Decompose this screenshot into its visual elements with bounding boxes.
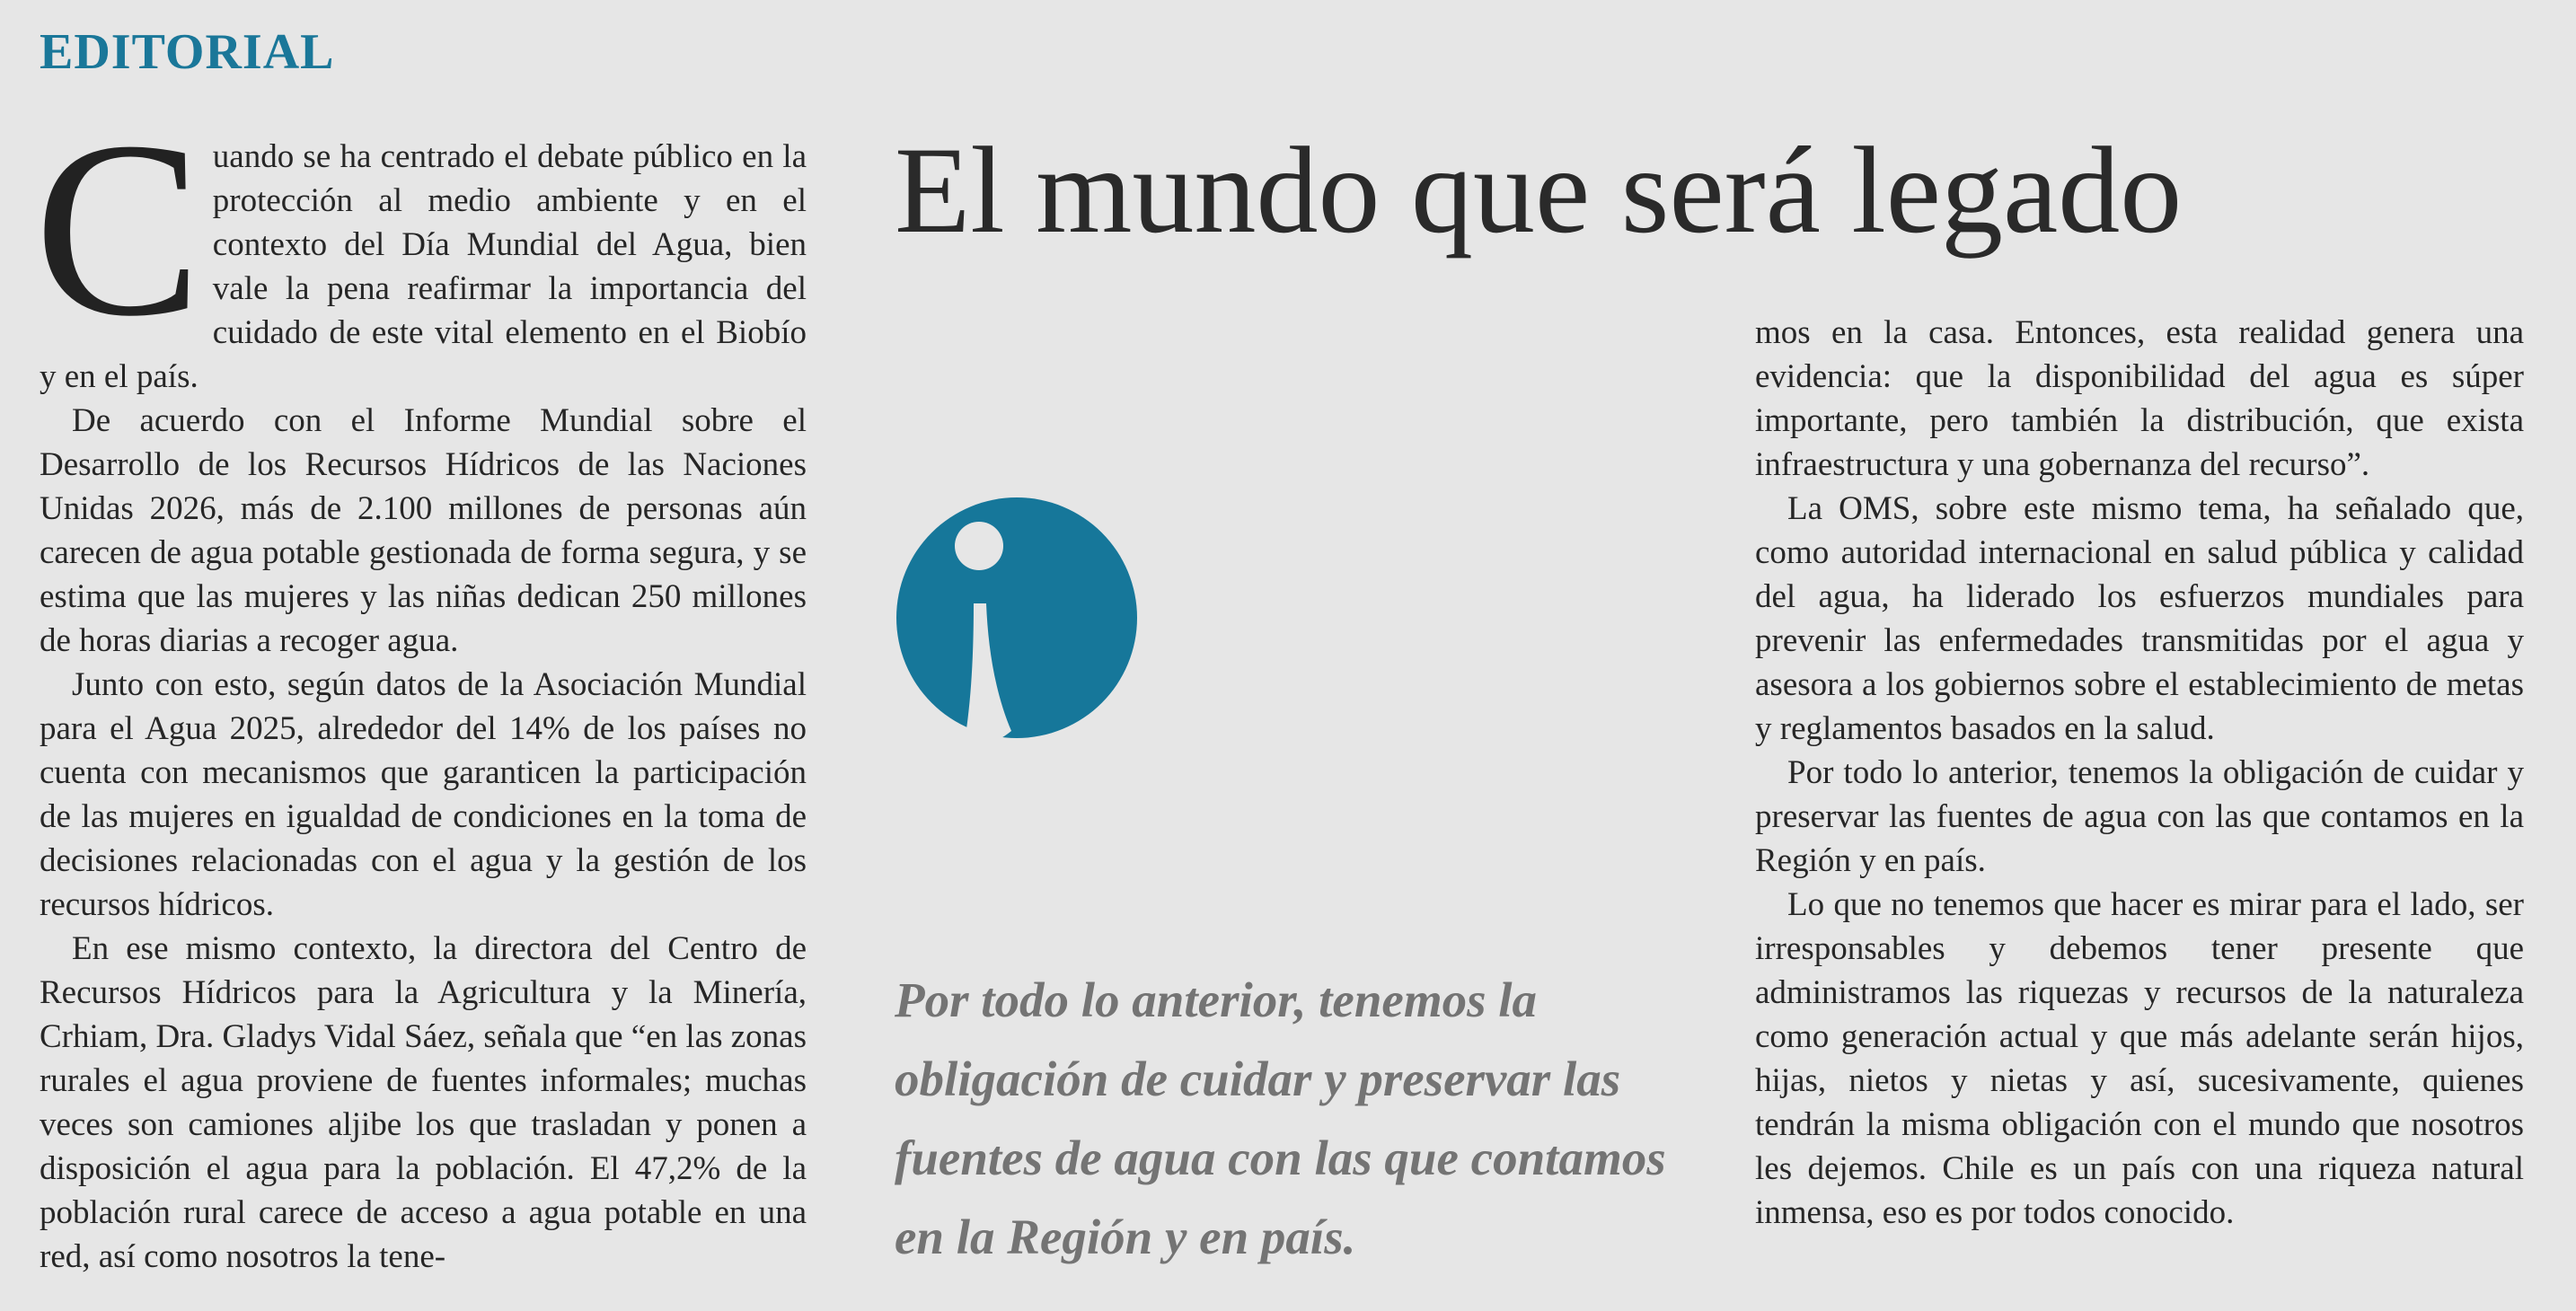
article-paragraph (34, 89, 807, 399)
article-paragraph-text: uando se ha centrado el debate público en la protección al medio ambiente y en el contexto del Día Mundial del Agua, bien vale la pena reafirmar la importancia del cuidado de este vital elemento en el Biobío y en el país. (40, 138, 807, 395)
section-label: EDITORIAL (40, 24, 335, 80)
article-paragraph: mos en la casa. Entonces, esta realidad genera una evidencia: que la disponibilidad del agua es súper importante, pero también la distribución, que exista infraestructura y una gobernanza del recurso”. (1755, 314, 2524, 483)
article-paragraph: Lo que no tenemos que hacer es mirar para el lado, ser irresponsables y debemos tener presente que administramos las riquezas y recursos de la naturaleza como generación actual y que más adelante serán hijos, hijas, nietos y nietas y así, sucesivamente, quienes tendrán la misma obligación con el mundo que nosotros les dejemos. Chile es un país con una riqueza natural inmensa, eso es por todos conocido. (1755, 886, 2524, 1231)
article-paragraph: En ese mismo contexto, la directora del Centro de Recursos Hídricos para la Agricultura y la Minería, Crhiam, Dra. Gladys Vidal Sáez, señala que “en las zonas rurales el agua proviene de fuentes informales; muchas veces son camiones aljibe los que trasladan y ponen a disposición el agua para la población. El 47,2% de la población rural carece de acceso a agua potable en una red, así como nosotros la tene- (40, 930, 807, 1275)
article-column-left (34, 89, 807, 1279)
headline: El mundo que será legado (895, 121, 2183, 259)
article-paragraph: La OMS, sobre este mismo tema, ha señalado que, como autoridad internacional en salud pública y calidad del agua, ha liderado los esfuerzos mundiales para prevenir las enfermedades transmitidas por el agua y asesora a los gobiernos sobre el establecimiento de metas y reglamentos basados en la salud. (1755, 490, 2524, 747)
pull-quote: Por todo lo anterior, tenemos la obligación de cuidar y preservar las fuentes de agua con las que contamos en la Región y en país. (895, 972, 1666, 1264)
info-icon (895, 496, 1139, 752)
article-paragraph: Por todo lo anterior, tenemos la obligación de cuidar y preservar las fuentes de agua con las que contamos en la Región y en país. (1755, 754, 2524, 879)
article-column-right (1755, 311, 2524, 1235)
drop-cap: C (34, 89, 202, 368)
article-paragraph: De acuerdo con el Informe Mundial sobre el Desarrollo de los Recursos Hídricos de las Naciones Unidas 2026, más de 2.100 millones de personas aún carecen de agua potable gestionada de forma segura, y se estima que las mujeres y las niñas dedican 250 millones de horas diarias a recoger agua. (40, 402, 807, 659)
article-paragraph: Junto con esto, según datos de la Asociación Mundial para el Agua 2025, alrededor del 14% de los países no cuenta con mecanismos que garanticen la participación de las mujeres en igualdad de condiciones en la toma de decisiones relacionadas con el agua y la gestión de los recursos hídricos. (40, 666, 807, 923)
